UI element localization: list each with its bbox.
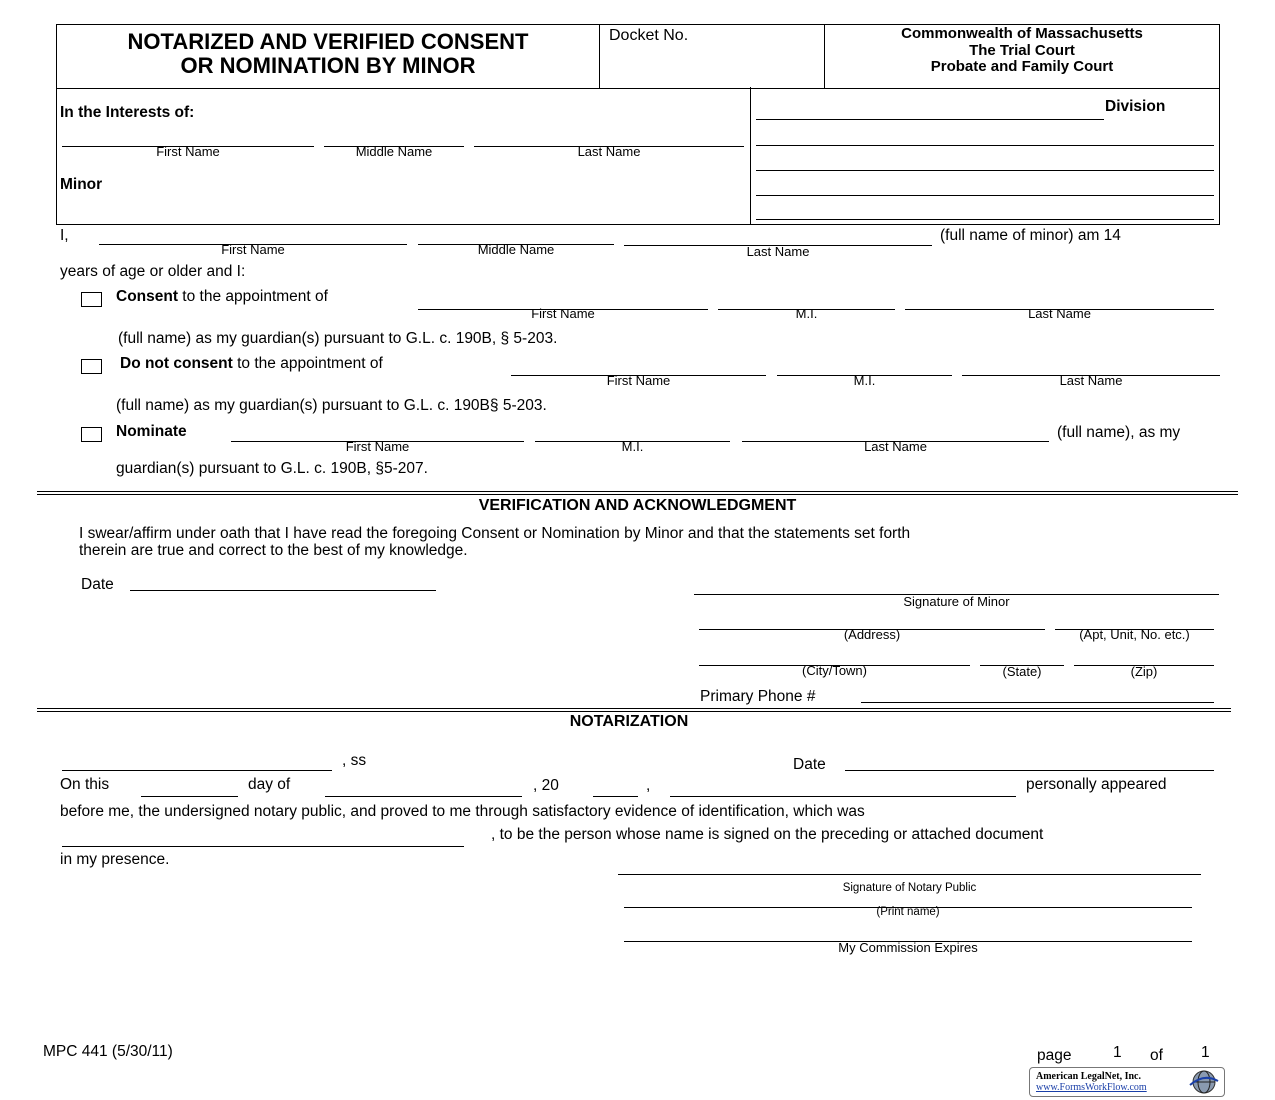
identification-line[interactable]	[62, 846, 464, 847]
section-rule-2b	[37, 711, 1231, 712]
consent-checkbox[interactable]	[81, 292, 102, 307]
logo-line2: www.FormsWorkFlow.com	[1036, 1082, 1147, 1093]
section-rule-2a	[37, 708, 1231, 709]
verification-date-label: Date	[81, 576, 114, 593]
city-label: (City/Town)	[801, 663, 867, 678]
verification-heading: VERIFICATION AND ACKNOWLEDGMENT	[478, 497, 797, 514]
interests-last-name-label: Last Name	[577, 144, 641, 159]
court-line2: The Trial Court	[969, 42, 1075, 59]
day-of-label: day of	[248, 776, 291, 793]
page-label: page	[1037, 1047, 1072, 1064]
nominate-first-name-label: First Name	[345, 439, 410, 454]
not-consent-mi-label: M.I.	[853, 373, 876, 388]
appeared-name-line[interactable]	[670, 796, 1016, 797]
nominate-mi-label: M.I.	[621, 439, 644, 454]
minor-last-name-label: Last Name	[746, 244, 810, 259]
division-line[interactable]	[756, 119, 1104, 120]
consent-bold: Consent	[116, 288, 178, 305]
not-consent-last-name-label: Last Name	[1059, 373, 1123, 388]
print-name-label: (Print name)	[876, 906, 940, 918]
consent-text	[116, 288, 328, 306]
form-title-line1: NOTARIZED AND VERIFIED CONSENT	[127, 29, 529, 54]
division-label: Division	[1105, 98, 1166, 115]
verification-date-line[interactable]	[130, 590, 436, 591]
division-extra-line-3[interactable]	[756, 195, 1214, 196]
nominate-line2: guardian(s) pursuant to G.L. c. 190B, §5-207.	[116, 460, 428, 477]
county-line[interactable]	[62, 770, 332, 771]
year-line[interactable]	[593, 796, 638, 797]
month-line[interactable]	[325, 796, 522, 797]
ss-label: , ss	[342, 752, 367, 769]
consent-tail: (full name) as my guardian(s) pursuant to G.L. c. 190B, § 5-203.	[118, 330, 558, 347]
notarization-date-line[interactable]	[845, 770, 1214, 771]
before-me-text: before me, the undersigned notary public, and proved to me through satisfactory evidence of identification, which was	[60, 803, 865, 820]
page-total: 1	[1201, 1044, 1210, 1061]
header-divider-1	[599, 24, 600, 88]
consent-first-name-label: First Name	[531, 306, 595, 321]
division-extra-line-4[interactable]	[756, 219, 1214, 220]
address-label: (Address)	[843, 627, 901, 642]
court-line1: Commonwealth of Massachusetts	[901, 25, 1143, 42]
consent-last-name-label: Last Name	[1028, 306, 1091, 321]
nominate-last-name-label: Last Name	[864, 439, 927, 454]
form-id: MPC 441 (5/30/11)	[43, 1043, 173, 1060]
not-consent-tail: (full name) as my guardian(s) pursuant to G.L. c. 190B§ 5-203.	[116, 397, 547, 414]
zip-label: (Zip)	[1130, 664, 1158, 679]
form-title-line2: OR NOMINATION BY MINOR	[180, 53, 476, 78]
interests-first-name-label: First Name	[156, 144, 220, 159]
apt-label: (Apt, Unit, No. etc.)	[1079, 627, 1190, 642]
state-label: (State)	[1002, 664, 1042, 679]
presence-text: in my presence.	[60, 851, 170, 868]
notarization-date-label: Date	[793, 756, 826, 773]
day-line[interactable]	[141, 796, 238, 797]
division-extra-line-1[interactable]	[756, 145, 1214, 146]
notary-signature-label: Signature of Notary Public	[842, 882, 977, 894]
year-comma: ,	[646, 777, 651, 794]
statement-i: I,	[60, 227, 69, 244]
statement-line2: years of age or older and I:	[60, 263, 246, 280]
nominate-tail: (full name), as my	[1057, 424, 1181, 441]
consent-mi-label: M.I.	[795, 306, 818, 321]
to-be-text: , to be the person whose name is signed on the preceding or attached document	[491, 826, 1044, 843]
commission-label: My Commission Expires	[838, 940, 978, 955]
division-extra-line-2[interactable]	[756, 170, 1214, 171]
year-prefix: , 20	[533, 777, 559, 794]
on-this-label: On this	[60, 776, 110, 793]
phone-line[interactable]	[861, 702, 1214, 703]
header-divider-2	[824, 24, 825, 88]
signature-of-minor-label: Signature of Minor	[903, 594, 1010, 609]
legalnet-logo[interactable]	[1029, 1067, 1225, 1097]
verification-text-line1: I swear/affirm under oath that I have read the foregoing Consent or Nomination by Minor and that the statements set forth	[79, 525, 911, 542]
interests-heading: In the Interests of:	[60, 104, 195, 121]
minor-middle-name-label: Middle Name	[477, 242, 555, 257]
nominate-bold: Nominate	[116, 423, 187, 440]
do-not-consent-text	[120, 355, 383, 373]
do-not-consent-bold: Do not consent	[120, 355, 233, 372]
section-rule-1b	[37, 494, 1238, 495]
consent-rest: to the appointment of	[178, 288, 328, 305]
notarization-heading: NOTARIZATION	[569, 713, 689, 730]
section-rule-1a	[37, 491, 1238, 492]
nominate-checkbox[interactable]	[81, 427, 102, 442]
interests-middle-name-label: Middle Name	[355, 144, 433, 159]
interests-divider	[750, 87, 751, 225]
globe-icon	[1186, 1069, 1222, 1095]
not-consent-first-name-label: First Name	[606, 373, 671, 388]
phone-label: Primary Phone #	[700, 688, 816, 705]
minor-first-name-label: First Name	[221, 242, 285, 257]
docket-number-field[interactable]	[606, 50, 818, 68]
court-line3: Probate and Family Court	[930, 58, 1114, 75]
do-not-consent-checkbox[interactable]	[81, 359, 102, 374]
notary-signature-line[interactable]	[618, 874, 1201, 875]
logo-line1: American LegalNet, Inc.	[1036, 1071, 1141, 1082]
page-number: 1	[1113, 1044, 1122, 1061]
do-not-consent-rest: to the appointment of	[232, 355, 383, 372]
appeared-label: personally appeared	[1026, 776, 1167, 793]
of-label: of	[1150, 1047, 1163, 1064]
docket-label: Docket No.	[609, 27, 689, 44]
verification-text-line2: therein are true and correct to the best of my knowledge.	[79, 542, 468, 559]
statement-tail: (full name of minor) am 14	[940, 227, 1121, 244]
minor-label: Minor	[60, 176, 103, 193]
